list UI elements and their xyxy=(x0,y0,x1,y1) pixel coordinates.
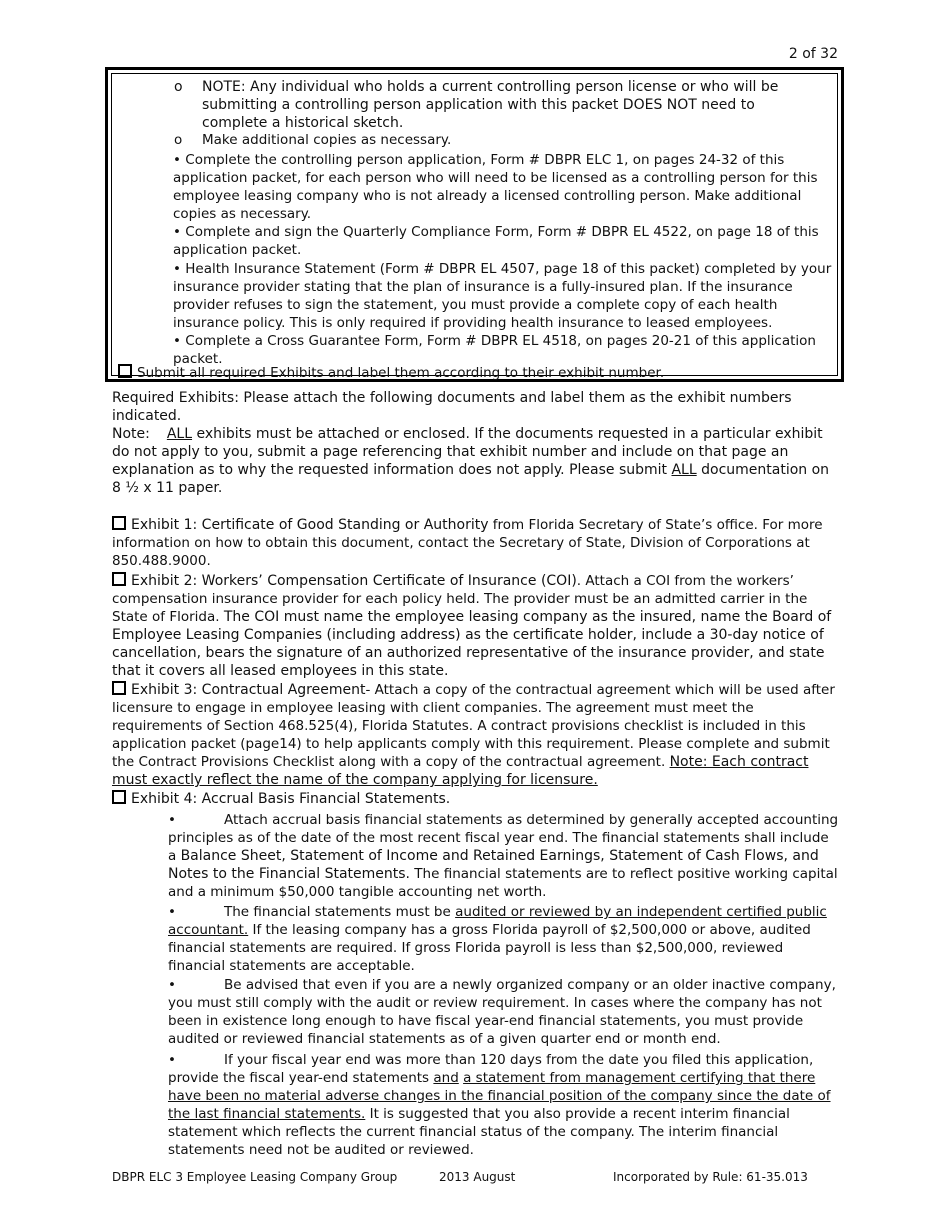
required-note xyxy=(112,425,838,497)
instructions-box xyxy=(105,67,844,382)
bullet-controlling-person xyxy=(173,151,839,223)
footer-rule: Incorporated by Rule: 61-35.013 xyxy=(613,1170,808,1184)
exhibit-2 xyxy=(112,572,838,680)
exhibit-title: Exhibit 4: Accrual Basis Financial Statements. xyxy=(131,791,451,807)
exhibit-3 xyxy=(112,681,838,789)
footer-form-id: DBPR ELC 3 Employee Leasing Company Group xyxy=(112,1170,398,1184)
footer-date: 2013 August xyxy=(439,1170,516,1184)
bullet-dot: • xyxy=(168,812,176,828)
bullet-dot: • xyxy=(173,261,181,277)
checkbox-icon[interactable] xyxy=(118,364,132,378)
exhibit-1 xyxy=(112,516,838,570)
checkbox-icon[interactable] xyxy=(112,572,126,586)
all-emphasis: ALL xyxy=(166,426,193,442)
bullet-dot: • xyxy=(168,977,176,993)
bullet-text: Health Insurance Statement (Form # DBPR EL 4507, page 18 of this packet) completed by your insurance provider stating that the plan of insurance is a fully-insured plan. If the insurance provider refuses to sign the statement, you must provide a complete copy of each health insurance policy. This is only required if providing health insurance to leased employees. xyxy=(173,261,832,331)
exhibit-4-point-4 xyxy=(168,1051,840,1159)
all-emphasis: ALL xyxy=(671,462,697,478)
copies-subitem xyxy=(174,131,812,149)
submit-text: Submit all required Exhibits and label them according to their exhibit number. xyxy=(137,365,665,381)
note-body: exhibits must be attached or enclosed. If the documents requested in a particular exhibit do not apply to you, submit a page referencing that exhibit number and include on that page an explanation as to why the requested information does not apply. Please submit xyxy=(112,426,823,478)
point-text-end: If the leasing company has a gross Florida payroll of $2,500,000 or above, audited financial statements are required. If gross Florida payroll is less than $2,500,000, reviewed financial statements are acceptable. xyxy=(168,922,811,974)
bullet-dot: • xyxy=(173,333,181,349)
bullet-text: Complete the controlling person application, Form # DBPR ELC 1, on pages 24-32 of this application packet, for each person who will need to be licensed as a controlling person for this employee leasing company who is not already a licensed controlling person. Make additional copies as necessary. xyxy=(173,152,818,222)
exhibit-body: from Florida Secretary of State’s office. For more information on how to obtain this document, contact the Secretary of State, Division of Corporations at 850.488.9000. xyxy=(112,517,823,569)
point-underlined: audited or reviewed by an independent certified public accountant. xyxy=(168,904,827,938)
note-subitem xyxy=(174,78,812,132)
bullet-health-insurance xyxy=(173,260,839,332)
checkbox-icon[interactable] xyxy=(112,516,126,530)
bullet-dot: • xyxy=(168,1052,176,1068)
page-number: 2 of 32 xyxy=(788,46,838,62)
note-end: documentation on 8 ½ x 11 paper. xyxy=(112,462,830,496)
bullet-text: Complete a Cross Guarantee Form, Form # DBPR EL 4518, on pages 20-21 of this application packet. xyxy=(173,333,816,367)
point-text-end: The financial statements are to reflect positive working capital and a minimum $50,000 tangible accounting net worth. xyxy=(168,866,838,900)
bullet-dot: • xyxy=(173,224,181,240)
bullet-dot: • xyxy=(168,904,176,920)
bullet-quarterly-compliance xyxy=(173,223,839,259)
point-text: If your fiscal year end was more than 120 days from the date you filed this application, provide the fiscal year-end statements xyxy=(168,1052,814,1086)
exhibit-title: Exhibit 3: Contractual Agreement xyxy=(131,682,366,698)
required-exhibits-intro: Required Exhibits: Please attach the following documents and label them as the exhibit numbers indicated. xyxy=(112,390,792,424)
exhibit-title: Exhibit 2: Workers’ Compensation Certificate of Insurance (COI) xyxy=(131,573,577,589)
point-text: Be advised that even if you are a newly organized company or an older inactive company, you must still comply with the audit or review requirement. In cases where the company has not been in existence long enough to have fiscal year-end financial statements, you must provide audited or reviewed financial statements as of a given quarter end or month end. xyxy=(168,977,836,1047)
point-text: Attach accrual basis financial statements as determined by generally accepted accounting principles as of the date of the most recent fiscal year end. The financial statements shall include a xyxy=(168,812,839,864)
sub-marker: o xyxy=(174,79,183,95)
sub-marker: o xyxy=(174,132,183,148)
exhibit-4-point-1 xyxy=(168,811,840,901)
note-label: Note: xyxy=(112,426,150,442)
point-text: The financial statements must be xyxy=(224,904,456,920)
bullet-text: Complete and sign the Quarterly Compliance Form, Form # DBPR EL 4522, on page 18 of this application packet. xyxy=(173,224,819,258)
bullet-dot: • xyxy=(173,152,181,168)
bullet-cross-guarantee xyxy=(173,332,839,368)
checkbox-icon[interactable] xyxy=(112,681,126,695)
exhibit-body: - Attach a copy of the contractual agreement which will be used after licensure to engage in employee leasing with client companies. The agreement must meet the requirements of Section 468.525(4), Florida Statutes. A contract provisions checklist is included in this application packet (page14) to help applicants comply with this requirement. Please complete and submit the Contract Provisions Checklist along with a copy of the contractual agreement. xyxy=(112,682,835,770)
exhibit-body-requirements: The COI must name the employee leasing company as the insured, name the Board of Employee Leasing Companies (including address) as the certificate holder, include a 30-day notice of cancellation, bears the signature of an authorized representative of the insurance provider, and state that it covers all leased employees in this state. xyxy=(112,609,832,679)
point-text-end: It is suggested that you also provide a recent interim financial statement which reflects the current financial status of the company. The interim financial statements need not be audited or reviewed. xyxy=(168,1106,790,1158)
exhibit-title: Exhibit 1: Certificate of Good Standing or Authority xyxy=(131,517,489,533)
exhibit-4-point-3 xyxy=(168,976,840,1048)
point-underlined: a statement from management certifying that there have been no material adverse changes in the financial position of the company since the date of the last financial statements. xyxy=(168,1070,831,1122)
exhibit-body: . Attach a COI from the workers’ compensation insurance provider for each policy held. The provider must be an admitted carrier in the State of Florida. xyxy=(112,573,808,625)
exhibit-4-point-2 xyxy=(168,903,840,975)
copies-text: Make additional copies as necessary. xyxy=(202,132,452,148)
exhibit-4 xyxy=(112,790,838,808)
note-text: NOTE: Any individual who holds a current controlling person license or who will be submitting a controlling person application with this packet DOES NOT need to complete a historical sketch. xyxy=(202,79,779,131)
exhibit-note-underlined: Note: Each contract must exactly reflect the name of the company applying for licensure. xyxy=(112,754,809,788)
point-statements: Balance Sheet, Statement of Income and Retained Earnings, Statement of Cash Flows, and Notes to the Financial Statements. xyxy=(168,848,819,882)
checkbox-icon[interactable] xyxy=(112,790,126,804)
submit-exhibits-item xyxy=(118,364,664,382)
point-and-underlined: and xyxy=(433,1070,459,1086)
